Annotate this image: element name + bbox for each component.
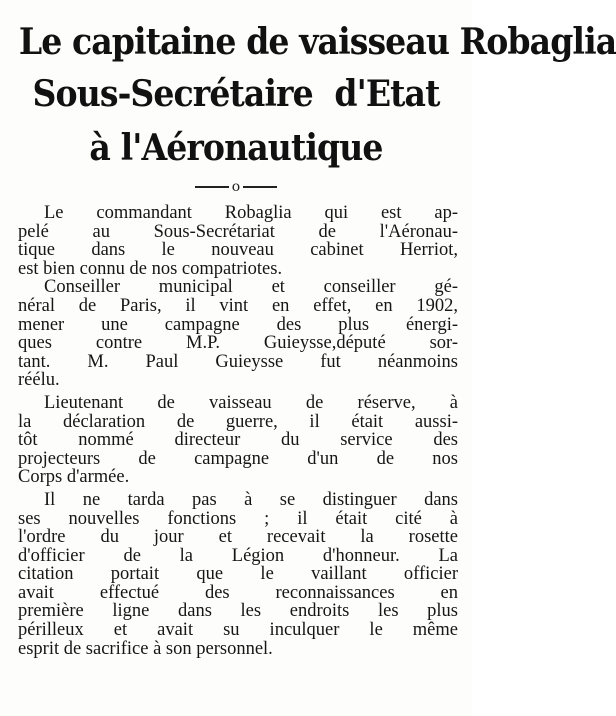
article-line: réélu.: [18, 370, 60, 391]
article-line: mener une campagne des plus énergi-: [18, 314, 458, 335]
article-line: projecteurs de campagne d'un de nos: [18, 448, 458, 469]
article-line: d'officier de la Légion d'honneur. La: [18, 545, 458, 566]
article-line: périlleux et avait su inculquer le même: [18, 620, 458, 641]
article-line: citation portait que le vaillant officier: [18, 564, 458, 585]
headline-line-2: Sous-Secrétaire d'Etat: [32, 73, 440, 115]
headline-line-1: Le capitaine de vaisseau Robaglia: [18, 21, 616, 63]
separator-rule-left: [195, 186, 229, 188]
section-separator: [0, 180, 472, 194]
article-line: pelé au Sous-Secrétariat de l'Aéronau-: [18, 221, 458, 242]
article-line: ses nouvelles fonctions ; il était cité à: [18, 508, 458, 529]
article-line: tant. M. Paul Guieysse fut néanmoins: [18, 351, 458, 372]
article-line: tique dans le nouveau cabinet Herriot,: [18, 240, 458, 261]
article-line: ques contre M.P. Guieysse,député sor-: [18, 333, 458, 354]
article-line: est bien connu de nos compatriotes.: [18, 258, 283, 279]
article-line: néral de Paris, il vint en effet, en 1902,: [18, 295, 458, 316]
separator-rule-right: [243, 186, 277, 188]
article-line: esprit de sacrifice à son personnel.: [18, 638, 273, 659]
article-line: Le commandant Robaglia qui est ap-: [44, 203, 458, 223]
article-line: l'ordre du jour et recevait la rosette: [18, 527, 458, 548]
article-line: Corps d'armée.: [18, 467, 130, 488]
article-line: avait effectué des reconnaissances en: [18, 582, 458, 603]
article-line: la déclaration de guerre, il était aussi-: [18, 411, 458, 432]
article-line: tôt nommé directeur du service des: [18, 430, 458, 451]
article-line: Il ne tarda pas à se distinguer dans: [44, 489, 458, 510]
article-line: Conseiller municipal et conseiller gé-: [44, 277, 458, 298]
article-line: Lieutenant de vaisseau de réserve, à: [44, 392, 458, 413]
article-line: première ligne dans les endroits les plus: [18, 601, 458, 622]
separator-ornament: o: [231, 179, 241, 195]
headline-line-3: à l'Aéronautique: [89, 127, 383, 169]
article-body: [0, 204, 472, 658]
